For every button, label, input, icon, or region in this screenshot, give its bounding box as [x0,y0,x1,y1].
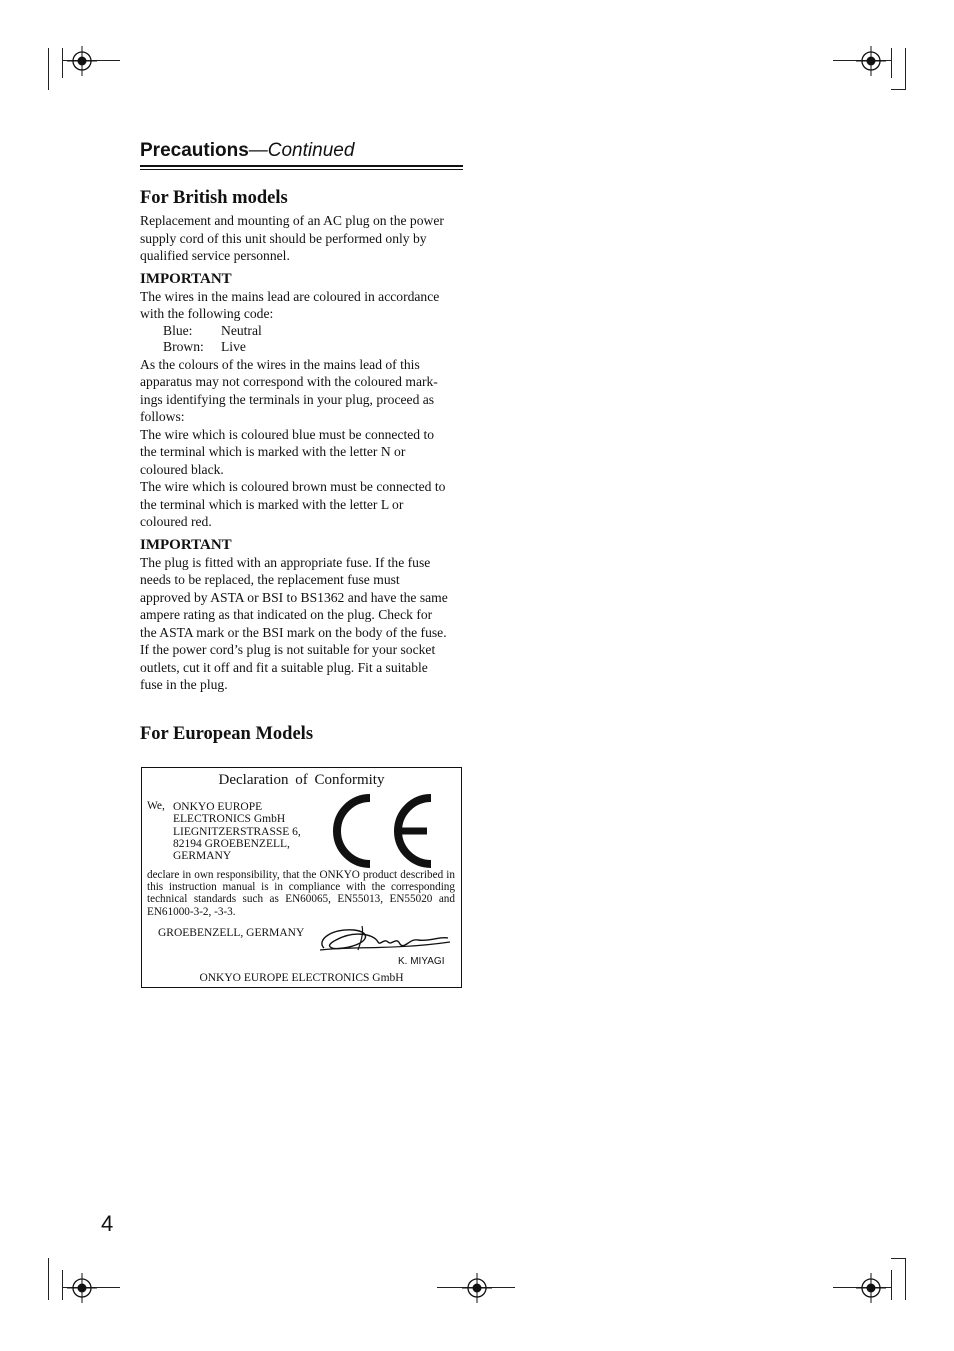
british-heading: For British models [140,188,288,208]
british-section [140,186,465,746]
section-header [140,139,463,170]
text-line: the terminal which is marked with the letter L or [140,496,404,512]
wire-colour: Brown: [163,339,204,354]
text-line: ONKYO EUROPE [173,801,263,813]
text-line: ampere rating as that indicated on the plug. Check for [140,607,433,622]
text-line: with the following code: [140,306,274,321]
important-label: IMPORTANT [140,270,232,287]
important-text [140,356,465,531]
declaration-statement: declare in own responsibility, that the ONKYO product described in this instruction manual is in compliance with the corresponding technical standards such as EN60065, EN55013, EN55020 and EN61000-3-2, -3-3. [147,869,455,918]
text-line: approved by ASTA or BSI to BS1362 and have the same [140,589,448,605]
text-line: apparatus may not correspond with the coloured mark- [140,374,438,389]
crop-mark-line [48,1258,49,1300]
declaration-title: Declaration of Conformity [218,772,385,788]
crop-mark-line [891,48,892,78]
declaration-we: We, [147,800,165,812]
british-intro [140,212,465,265]
crop-mark-line [891,1258,906,1259]
text-line: supply cord of this unit should be performed only by [140,230,427,246]
text-line: If the power cord’s plug is not suitable for your socket [140,642,436,657]
crop-mark-line [891,89,906,90]
page-number: 4 [101,1211,114,1236]
crop-mark-line [891,1270,892,1300]
text-line: qualified service personnel. [140,248,290,263]
wire-code-row [163,339,465,356]
text-line: the terminal which is marked with the letter N or [140,444,406,459]
registration-mark-icon [856,1273,886,1303]
text-line: The plug is fitted with an appropriate fuse. If the fuse [140,554,431,570]
section-title: Precautions [140,140,249,161]
signer-name: K. MIYAGI [398,956,445,967]
registration-mark-icon [67,1273,97,1303]
text-line: ings identifying the terminals in your plug, proceed as [140,391,435,407]
declaration-box [141,767,462,988]
page-title [140,139,463,163]
text-line: needs to be replaced, the replacement fuse must [140,572,400,587]
wire-code-row [163,323,465,340]
crop-mark-line [905,48,906,90]
registration-mark-icon [856,46,886,76]
header-rule [140,169,463,170]
wire-code-list [140,323,465,356]
text-line: Replacement and mounting of an AC plug on the power [140,213,444,228]
crop-mark-line [62,48,63,78]
crop-mark-line [62,1270,63,1300]
text-line: the ASTA mark or the BSI mark on the body of the fuse. [140,624,447,640]
text-line: The wires in the mains lead are coloured in accordance [140,288,440,304]
text-line: LIEGNITZERSTRASSE 6, [173,825,301,838]
text-line: As the colours of the wires in the mains lead of this [140,356,420,372]
important-text [140,288,465,323]
text-line: 82194 GROEBENZELL, [173,837,290,850]
text-line: outlets, cut it off and fit a suitable plug. Fit a suitable [140,659,428,675]
text-line: follows: [140,409,185,424]
crop-mark-line [48,48,49,90]
registration-mark-icon [67,46,97,76]
declaration-company: ONKYO EUROPE ELECTRONICS GmbH [199,972,404,984]
registration-mark-icon [462,1273,492,1303]
text-line: coloured red. [140,514,212,529]
crop-mark-line [905,1258,906,1300]
declaration-address [173,801,301,862]
text-line: coloured black. [140,461,224,477]
text-line: fuse in the plug. [140,677,228,692]
text-line: ELECTRONICS GmbH [173,813,286,826]
wire-function: Live [221,339,246,354]
important-text [140,554,465,694]
header-rule [140,165,463,167]
text-line: The wire which is coloured brown must be connected to [140,479,446,494]
ce-mark-icon [332,792,436,875]
declaration-place: GROEBENZELL, GERMANY [158,927,305,939]
text-line: The wire which is coloured blue must be connected to [140,426,435,442]
important-label: IMPORTANT [140,536,232,553]
wire-colour: Blue: [163,322,193,338]
text-line: GERMANY [173,850,232,863]
wire-function: Neutral [221,322,262,338]
european-heading: For European Models [140,723,314,744]
continued-label: —Continued [248,140,355,161]
